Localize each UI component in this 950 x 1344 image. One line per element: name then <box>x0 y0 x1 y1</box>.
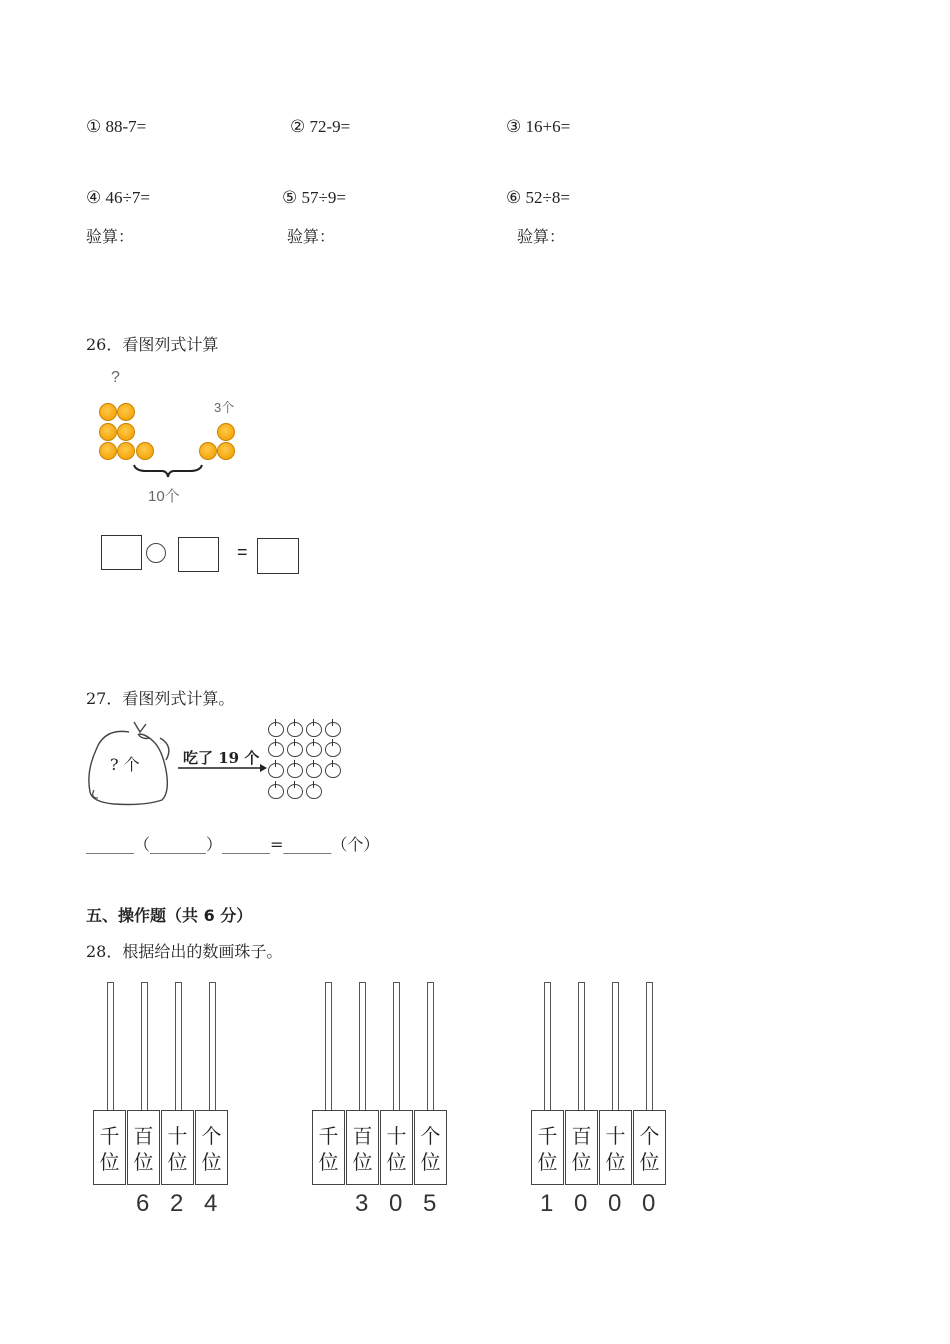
dot-icon <box>217 442 235 460</box>
question-mark: ? <box>111 369 120 386</box>
problem-5 <box>282 188 346 208</box>
dot-icon <box>199 442 217 460</box>
problem-2 <box>290 117 350 137</box>
apple-icon <box>268 763 284 778</box>
apple-icon <box>268 722 284 737</box>
dot-icon <box>99 442 117 460</box>
circled-number: ① <box>86 117 102 136</box>
apple-icon <box>268 742 284 757</box>
total-label: 10个 <box>148 488 180 505</box>
arrow-icon <box>176 763 268 773</box>
place-ones: 个 位 <box>633 1110 666 1185</box>
place-thousands: 千 位 <box>312 1110 345 1185</box>
rod-tens[interactable] <box>175 982 182 1111</box>
arrow-label: 吃了 19 个 <box>183 749 260 767</box>
bag-label: ? 个 <box>110 755 140 774</box>
apple-icon <box>325 722 341 737</box>
answer-box-1[interactable] <box>101 535 142 570</box>
circled-number: ② <box>290 117 306 136</box>
q27-answer-line[interactable]: ______（_______）______=______（个） <box>86 835 380 854</box>
check-label-5: 验算： <box>287 227 336 246</box>
brace-icon <box>132 463 204 479</box>
apple-icon <box>287 784 303 799</box>
rod-thousands[interactable] <box>107 982 114 1111</box>
apple-icon <box>287 722 303 737</box>
place-tens: 十 位 <box>380 1110 413 1185</box>
check-label-4: 验算： <box>86 227 135 246</box>
digit-ones: 4 <box>204 1190 218 1217</box>
apple-icon <box>306 763 322 778</box>
digit-tens: 0 <box>608 1190 622 1217</box>
q26-title: 26．看图列式计算 <box>86 335 219 354</box>
circled-number: ③ <box>506 117 522 136</box>
dot-icon <box>117 403 135 421</box>
apple-icon <box>287 742 303 757</box>
operator-circle[interactable] <box>146 543 166 563</box>
dot-icon <box>99 403 117 421</box>
expression: 72-9= <box>309 117 351 136</box>
place-ones: 个 位 <box>195 1110 228 1185</box>
problem-6 <box>506 188 570 208</box>
place-tens: 十 位 <box>599 1110 632 1185</box>
check-label-6: 验算： <box>517 227 566 246</box>
digit-tens: 0 <box>389 1190 403 1217</box>
equals-sign: = <box>237 542 248 562</box>
circled-number: ⑤ <box>282 188 298 207</box>
apple-icon <box>306 784 322 799</box>
answer-box-3[interactable] <box>257 538 299 574</box>
rod-hundreds[interactable] <box>359 982 366 1111</box>
apple-icon <box>306 742 322 757</box>
rod-ones[interactable] <box>427 982 434 1111</box>
dot-icon <box>217 423 235 441</box>
rod-ones[interactable] <box>209 982 216 1111</box>
dot-icon <box>99 423 117 441</box>
place-thousands: 千 位 <box>531 1110 564 1185</box>
digit-thousands: 1 <box>540 1190 554 1217</box>
problem-4 <box>86 188 150 208</box>
q28-title: 28．根据给出的数画珠子。 <box>86 942 283 961</box>
problem-1 <box>86 117 146 137</box>
apple-icon <box>325 742 341 757</box>
place-tens: 十 位 <box>161 1110 194 1185</box>
rod-thousands[interactable] <box>325 982 332 1111</box>
digit-hundreds: 3 <box>355 1190 369 1217</box>
place-thousands: 千 位 <box>93 1110 126 1185</box>
answer-box-2[interactable] <box>178 537 219 572</box>
place-ones: 个 位 <box>414 1110 447 1185</box>
rod-ones[interactable] <box>646 982 653 1111</box>
problem-3 <box>506 117 570 137</box>
circled-number: ⑥ <box>506 188 522 207</box>
section-heading: 五、操作题（共 6 分） <box>86 906 253 925</box>
place-hundreds: 百 位 <box>565 1110 598 1185</box>
apple-icon <box>306 722 322 737</box>
place-hundreds: 百 位 <box>346 1110 379 1185</box>
right-count-label: 3个 <box>214 400 235 415</box>
place-hundreds: 百 位 <box>127 1110 160 1185</box>
expression: 57÷9= <box>301 188 346 207</box>
rod-thousands[interactable] <box>544 982 551 1111</box>
digit-tens: 2 <box>170 1190 184 1217</box>
apple-icon <box>325 763 341 778</box>
q27-title: 27．看图列式计算。 <box>86 689 235 708</box>
expression: 46÷7= <box>105 188 150 207</box>
rod-tens[interactable] <box>393 982 400 1111</box>
expression: 88-7= <box>105 117 147 136</box>
rod-hundreds[interactable] <box>141 982 148 1111</box>
digit-hundreds: 0 <box>574 1190 588 1217</box>
rod-tens[interactable] <box>612 982 619 1111</box>
digit-ones: 0 <box>642 1190 656 1217</box>
circled-number: ④ <box>86 188 102 207</box>
dot-icon <box>136 442 154 460</box>
rod-hundreds[interactable] <box>578 982 585 1111</box>
expression: 16+6= <box>525 117 571 136</box>
expression: 52÷8= <box>525 188 570 207</box>
digit-hundreds: 6 <box>136 1190 150 1217</box>
digit-ones: 5 <box>423 1190 437 1217</box>
apple-icon <box>287 763 303 778</box>
dot-icon <box>117 442 135 460</box>
dot-icon <box>117 423 135 441</box>
apple-icon <box>268 784 284 799</box>
